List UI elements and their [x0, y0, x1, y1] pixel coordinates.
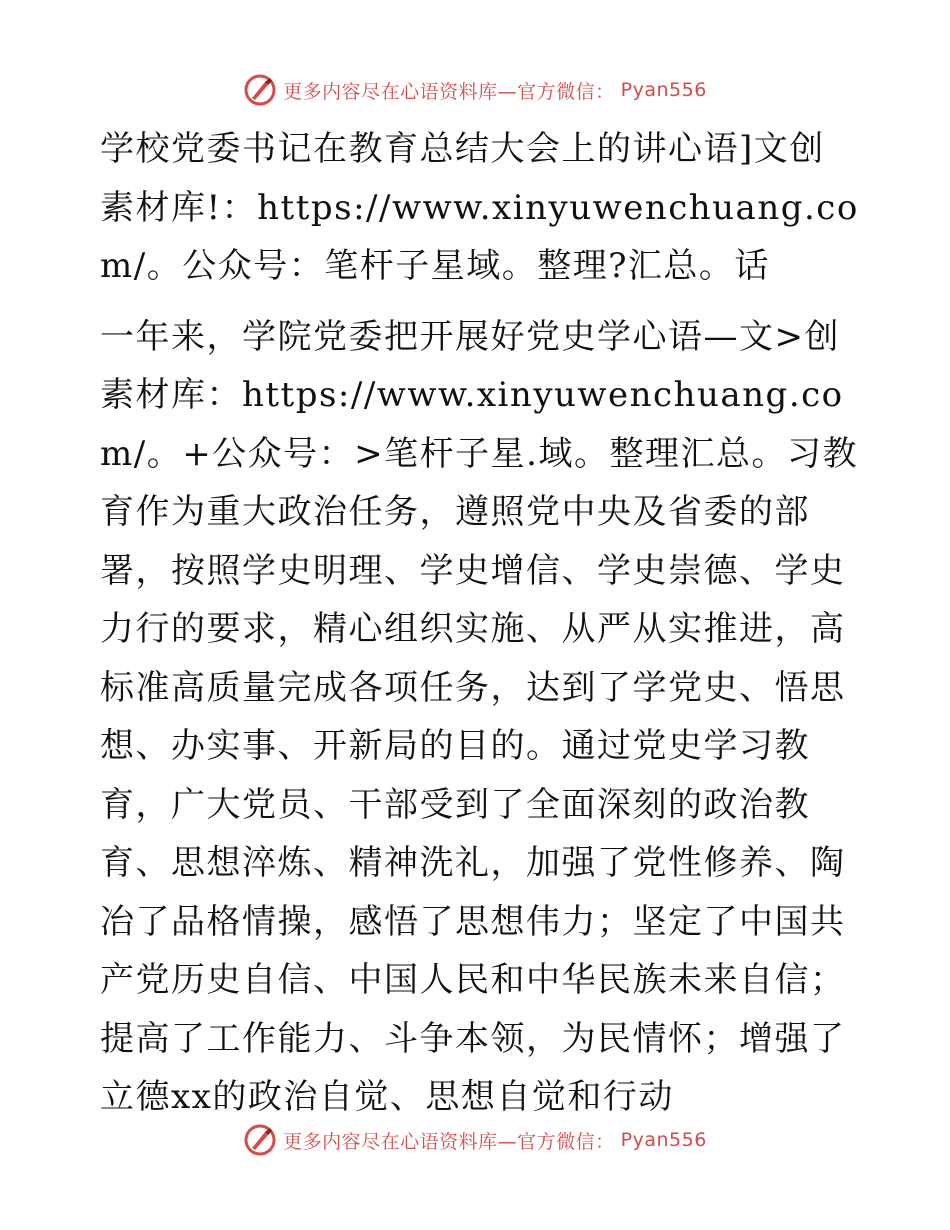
- header-banner: [0, 70, 950, 110]
- footer-wechat-id: Pyan556: [620, 1129, 707, 1151]
- paragraph-title: 学校党委书记在教育总结大会上的讲心语]文创素材库!：https://www.xinyuwenchuang.com/。公众号：笔杆子星域。整理?汇总。话: [100, 129, 859, 286]
- footer-banner: [0, 1120, 950, 1160]
- paragraph-body: 一年来，学院党委把开展好党史学心语—文>创素材库：https://www.xinyuwenchuang.com/。+公众号：>笔杆子星.域。整理汇总。习教育作为重大政治任务，遵照党中央及省委的部署，按照学史明理、学史增信、学史崇德、学史力行的要求，精心组织实施、从严从实推进，高标准高质量完成各项任务，达到了学党史、悟思想、办实事、开新局的目的。通过党史学习教育，广大党员、干部受到了全面深刻的政治教育、思想淬炼、精神洗礼，加强了党性修养、陶冶了品格情操，感悟了思想伟力；坚定了中国共产党历史自信、中国人民和中华民族未来自信；提高了工作能力、斗争本领，为民情怀；增强了立德xx的政治自觉、思想自觉和行动: [100, 316, 858, 1117]
- document-body: [100, 120, 860, 1127]
- quill-logo-icon: [243, 1123, 277, 1157]
- header-wechat-id: Pyan556: [620, 79, 707, 101]
- quill-logo-icon: [243, 73, 277, 107]
- footer-banner-text: 更多内容尽在心语资料库—官方微信：: [283, 1130, 615, 1153]
- header-banner-text: 更多内容尽在心语资料库—官方微信：: [283, 80, 615, 103]
